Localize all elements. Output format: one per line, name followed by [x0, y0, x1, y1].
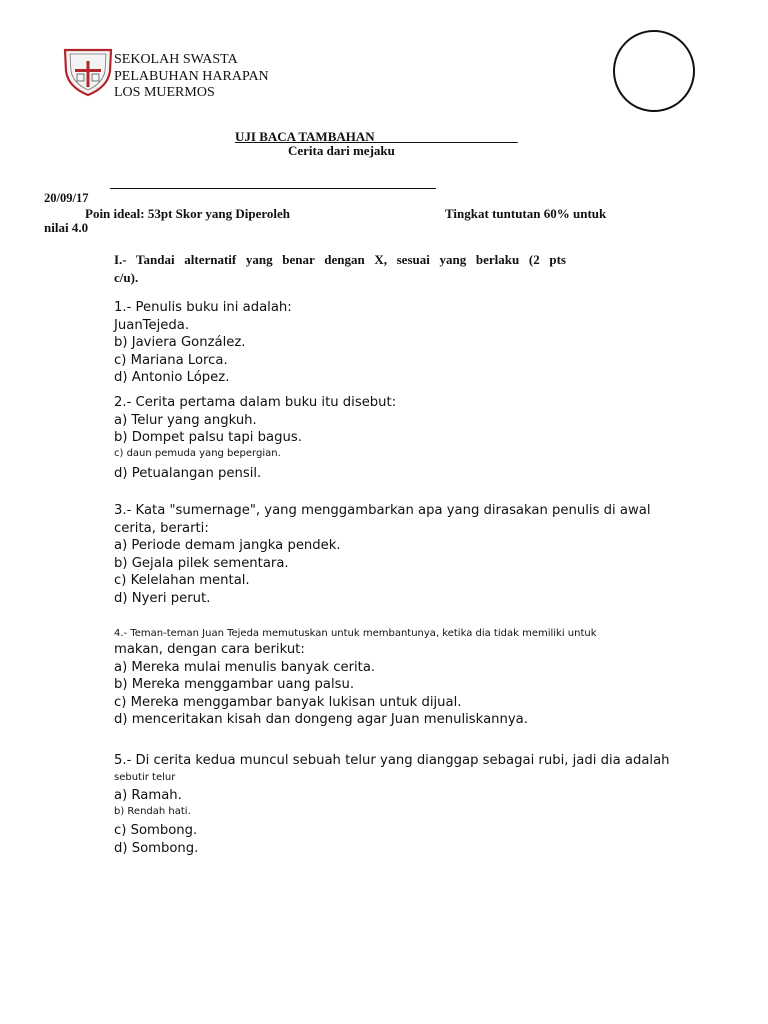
school-name-line: LOS MUERMOS — [114, 85, 215, 100]
answer-option[interactable]: JuanTejeda. — [114, 317, 190, 333]
question-stem: 2.- Cerita pertama dalam buku itu disebut: — [114, 395, 397, 410]
story-title: Cerita dari mejaku — [288, 143, 395, 158]
answer-option[interactable]: a) Telur yang angkuh. — [114, 412, 257, 428]
question-1 — [114, 299, 292, 387]
question-4 — [114, 627, 597, 729]
answer-option[interactable]: c) Mariana Lorca. — [114, 352, 228, 368]
requirement-info: Tingkat tuntutan 60% untuk — [445, 206, 607, 221]
instruction-text: I.- Tandai alternatif yang benar dengan X, sesuai yang berlaku (2 pts — [114, 252, 566, 267]
question-stem: 3.- Kata "sumernage", yang menggambarkan apa yang dirasakan penulis di awal — [114, 503, 651, 518]
name-line[interactable] — [110, 188, 436, 189]
question-2 — [114, 394, 396, 482]
answer-option[interactable]: d) Petualangan pensil. — [114, 465, 262, 481]
answer-option[interactable]: a) Mereka mulai menulis banyak cerita. — [114, 659, 376, 675]
question-5 — [114, 752, 670, 857]
school-name-line: SEKOLAH SWASTA — [114, 52, 238, 67]
instruction-text-continued: c/u). — [114, 270, 139, 285]
answer-option[interactable]: c) Kelelahan mental. — [114, 573, 250, 589]
exam-date: 20/09/17 — [44, 191, 89, 205]
question-stem: 1.- Penulis buku ini adalah: — [114, 300, 292, 315]
answer-option[interactable]: a) Periode demam jangka pendek. — [114, 538, 341, 554]
question-stem: makan, dengan cara berikut: — [114, 642, 305, 657]
answer-option[interactable]: b) Javiera González. — [114, 335, 246, 351]
answer-option[interactable]: b) Mereka menggambar uang palsu. — [114, 677, 355, 693]
answer-option[interactable]: a) Ramah. — [114, 787, 182, 803]
answer-option[interactable]: b) Dompet palsu tapi bagus. — [114, 430, 302, 446]
grade-circle — [613, 30, 695, 112]
school-name — [114, 52, 269, 102]
school-name-line: PELABUHAN HARAPAN — [114, 68, 269, 84]
answer-option[interactable]: b) Rendah hati. — [114, 806, 191, 818]
answer-option[interactable]: d) Sombong. — [114, 840, 199, 856]
answer-option[interactable]: c) Sombong. — [114, 823, 198, 839]
answer-option[interactable]: d) Nyeri perut. — [114, 590, 211, 606]
grade-info: nilai 4.0 — [44, 220, 89, 235]
question-stem: 4.- Teman-teman Juan Tejeda memutuskan untuk membantunya, ketika dia tidak memiliki untuk — [114, 628, 597, 639]
answer-option[interactable]: d) Antonio López. — [114, 370, 230, 386]
question-stem: 5.- Di cerita kedua muncul sebuah telur yang dianggap sebagai rubi, jadi dia adalah — [114, 753, 670, 768]
question-stem: cerita, berarti: — [114, 520, 209, 536]
question-3 — [114, 502, 650, 608]
answer-option[interactable]: b) Gejala pilek sementara. — [114, 555, 289, 571]
answer-option[interactable]: c) daun pemuda yang bepergian. — [114, 447, 281, 459]
test-title: UJI BACA TAMBAHAN______________________ — [235, 129, 518, 144]
school-crest-logo — [63, 47, 113, 97]
question-stem: sebutir telur — [114, 771, 176, 783]
answer-option[interactable]: d) menceritakan kisah dan dongeng agar Juan menuliskannya. — [114, 712, 528, 728]
answer-option[interactable]: c) Mereka menggambar banyak lukisan untuk dijual. — [114, 694, 462, 710]
points-info: Poin ideal: 53pt Skor yang Diperoleh — [85, 206, 291, 221]
